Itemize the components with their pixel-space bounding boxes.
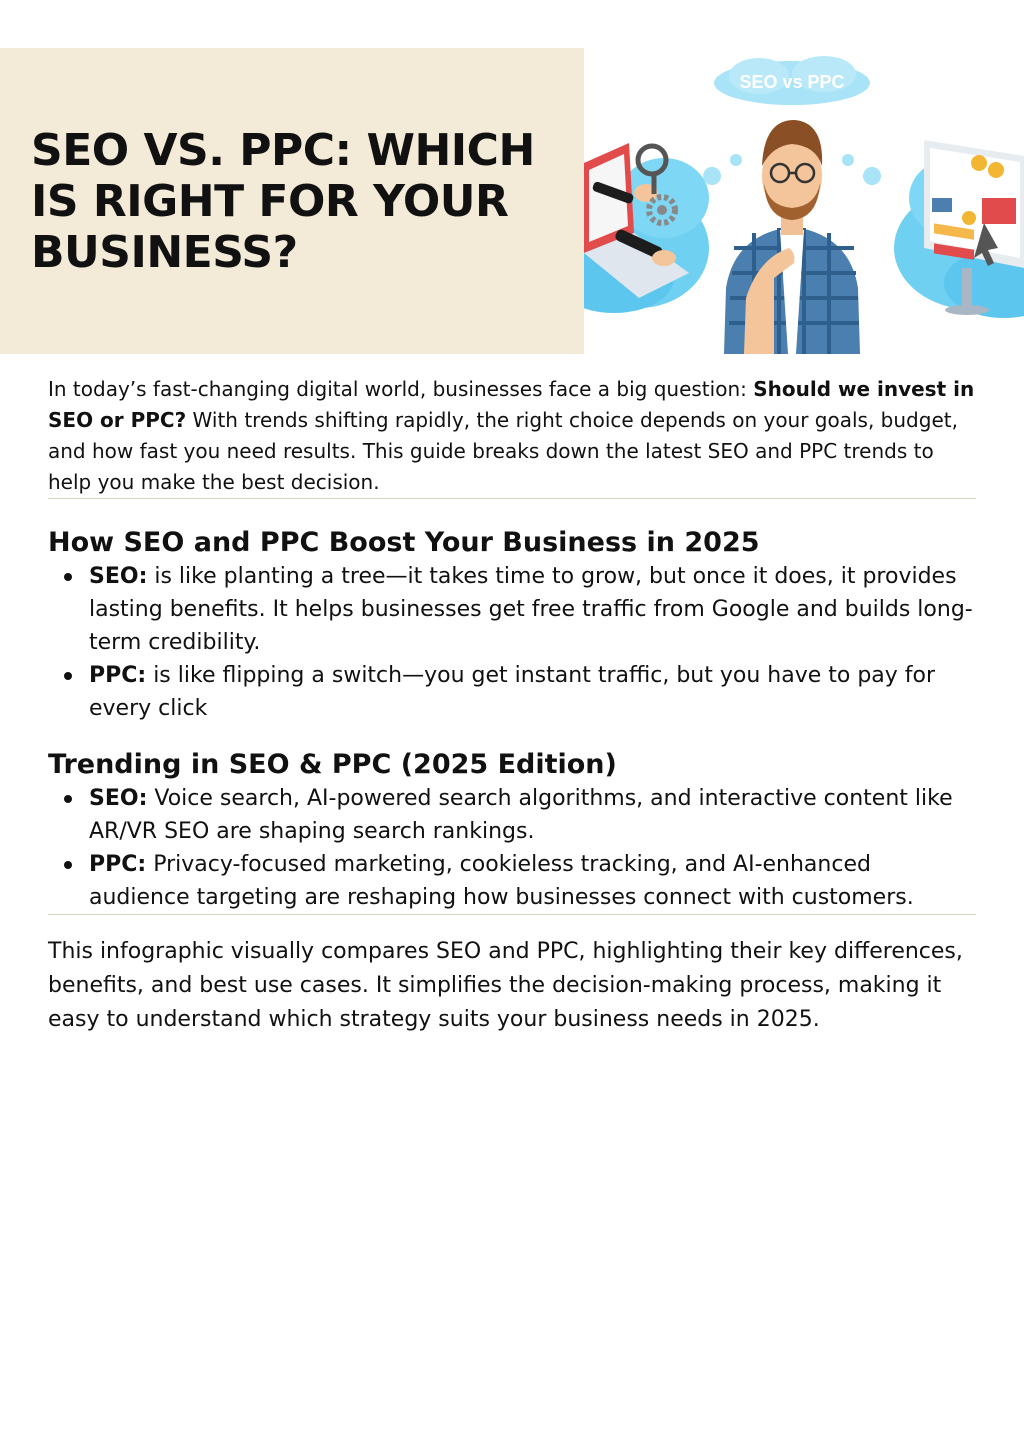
section-heading-benefits: How SEO and PPC Boost Your Business in 2025	[48, 527, 760, 558]
list-item: SEO: is like planting a tree—it takes time to grow, but once it does, it provides lasting benefits. It helps businesses get free traffic from Google and builds long-term credibility.	[48, 560, 976, 659]
thinking-man-figure	[724, 120, 860, 354]
intro-question: Should we invest in SEO or PPC?	[48, 377, 975, 432]
list-item: PPC: Privacy-focused marketing, cookieless tracking, and AI-enhanced audience targeting are reshaping how businesses connect with customers.	[48, 848, 976, 914]
section-heading-trends: Trending in SEO & PPC (2025 Edition)	[48, 749, 617, 780]
benefits-list	[48, 560, 976, 725]
list-item: PPC: is like flipping a switch—you get instant traffic, but you have to pay for every click	[48, 659, 976, 725]
svg-text:SEO vs PPC: SEO vs PPC	[739, 72, 845, 92]
trends-list	[48, 782, 976, 914]
list-item: SEO: Voice search, AI-powered search algorithms, and interactive content like AR/VR SEO are shaping search rankings.	[48, 782, 976, 848]
outro-paragraph: This infographic visually compares SEO and PPC, highlighting their key differences, benefits, and best use cases. It simplifies the decision-making process, making it easy to understand which strategy suits your business needs in 2025.	[48, 939, 963, 1032]
hero-title-panel	[0, 48, 584, 354]
hero-banner	[0, 48, 1024, 354]
article-body	[48, 374, 976, 1037]
hero-illustration	[584, 48, 1024, 354]
divider	[48, 498, 976, 499]
seo-vs-ppc-illustration	[584, 48, 1024, 354]
page-title: SEO VS. PPC: WHICH IS RIGHT FOR YOUR BUSINESS?	[31, 124, 535, 278]
divider	[48, 914, 976, 915]
seo-vs-ppc-badge	[714, 56, 870, 105]
intro-paragraph: In today’s fast-changing digital world, businesses face a big question: Should we invest in SEO or PPC? With trends shifting rapidly, the right choice depends on your goals, budget, and how fast you need results. This guide breaks down the latest SEO and PPC trends to help you make the best decision.	[48, 377, 975, 494]
